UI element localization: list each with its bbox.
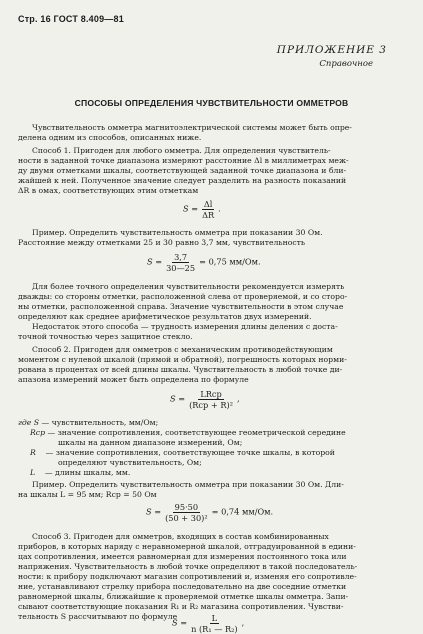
- example-line: Пример. Определить чувствительность омметра при показании 30 Ом.: [32, 228, 323, 237]
- formula-2: S = $\frac{3,7}{30—25}$ = 0,75 мм/Ом.: [147, 252, 261, 273]
- paragraph-line: определяют как среднее арифметическое результатов двух измерений.: [18, 312, 312, 321]
- method3-line: ности: к прибору подключают магазин сопротивлений и, изменяя его сопротивле-: [18, 572, 357, 581]
- method2-line: Способ 2. Пригоден для омметров с механическим противодействующим: [32, 345, 333, 354]
- formula-4: S = $\frac{95\cdot 50}{\text{(50 + 30)²}}$ = 0,74 мм/Ом.: [146, 502, 274, 523]
- method3-line: цах сопротивления, имеется равномерная для измерения постоянного тока или: [18, 552, 347, 561]
- method3-line: ние, устанавливают стрелку прибора последовательно на две соседние отметки: [18, 582, 347, 591]
- method2-line: рована в процентах от всей длины шкалы. Чувствительность в любой точке ди-: [18, 365, 343, 374]
- example-line: Расстояние между отметками 25 и 30 равно 3,7 мм, чувствительность: [18, 238, 306, 247]
- method3-line: сывают соответствующие показания R₁ и R₂ магазина сопротивления. Чувстви-: [18, 602, 344, 611]
- method3-line: тельность S рассчитывают по формуле: [18, 612, 178, 621]
- paragraph-line: Для более точного определения чувствительности рекомендуется измерять: [32, 282, 345, 291]
- paragraph-line: Недостаток этого способа — трудность измерения длины деления с доста-: [32, 322, 338, 331]
- formula-1: S = $\frac{\Delta l}{\Delta R}$ .: [183, 199, 221, 220]
- definition-line: шкалы на данном диапазоне измерений, Ом;: [58, 438, 243, 447]
- formula-5: S = $\frac{L}{\text{n (R₁ — R₂)}}$ ,: [172, 613, 245, 634]
- definition-line: L — длины шкалы, мм.: [30, 468, 131, 477]
- method1-line: ду двумя отметками шкалы, соответствующей заданной точке диапазона и бли-: [18, 166, 347, 175]
- method3-line: Способ 3. Пригоден для омметров, входящих в состав комбинированных: [32, 532, 329, 541]
- appendix-label: ПРИЛОЖЕНИЕ 3: [276, 44, 387, 56]
- definition-line: R — значение сопротивления, соответствующее точке шкалы, в которой: [30, 448, 335, 457]
- paragraph-line: ны отметки, расположенной справа. Значение чувствительности в этом случае: [18, 302, 344, 311]
- paragraph-line: точной точностью через защитное стекло.: [18, 332, 193, 341]
- paragraph-line: делена одним из способов, описанных ниже.: [18, 133, 202, 142]
- example-line: Пример. Определить чувствительность омметра при показании 30 Ом. Дли-: [32, 480, 344, 489]
- method3-line: напряжения. Чувствительность в любой точке определяют в такой последователь-: [18, 562, 358, 571]
- reference-label: Справочное: [319, 59, 373, 69]
- method1-line: Способ 1. Пригоден для любого омметра. Для определения чувствитель-: [32, 146, 331, 155]
- method2-line: моментом с нулевой шкалой (прямой и обратной), погрешность которых норми-: [18, 355, 347, 364]
- method2-line: апазона измерений может быть определена по формуле: [18, 375, 249, 384]
- definition-line: определяют чувствительность, Ом;: [58, 458, 202, 467]
- definition-line: где S — чувствительность, мм/Ом;: [18, 418, 159, 427]
- paragraph-line: Чувствительность омметра магнитоэлектрической системы может быть опре-: [32, 123, 352, 132]
- definition-line: Rср — значение сопротивления, соответствующее геометрической середине: [30, 428, 346, 437]
- method3-line: приборов, в которых наряду с неравномерной шкалой, отградуированной в едини-: [18, 542, 356, 551]
- page-header: Стр. 16 ГОСТ 8.409—81: [18, 14, 124, 24]
- section-title: СПОСОБЫ ОПРЕДЕЛЕНИЯ ЧУВСТВИТЕЛЬНОСТИ ОММЕТРОВ: [74, 98, 349, 108]
- formula-3: S = $\frac{\text{LRср}}{\text{(Rср + R)²}}$ ,: [170, 389, 240, 410]
- example-line: на шкалы L = 95 мм; Rср = 50 Ом: [18, 490, 157, 499]
- method1-line: жайшей к ней. Полученное значение следует разделить на разность показаний: [18, 176, 347, 185]
- method3-line: равномерной шкалы, ближайшие к проверяемой отметке шкалы омметра. Запи-: [18, 592, 349, 601]
- method1-line: ности в заданной точке диапазона измеряют расстояние Δl в миллиметрах меж-: [18, 156, 349, 165]
- paragraph-line: дважды: со стороны отметки, расположенной слева от проверяемой, и со сторо-: [18, 292, 348, 301]
- method1-line: ΔR в омах, соответствующих этим отметкам: [18, 186, 199, 195]
